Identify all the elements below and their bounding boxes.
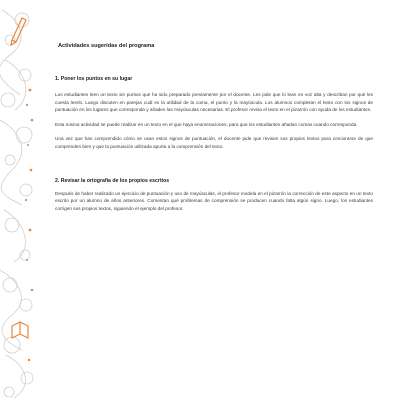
document-body — [55, 42, 373, 212]
page-title: Actividades sugeridas del programa — [58, 43, 155, 49]
decorative-sidebar — [0, 0, 40, 400]
paragraph: Una vez que han comprendido cómo se usan estos signos de puntuación, el docente pide que revisen sus propios textos para cerciorarse de que comprenden bien y que la puntuación utilizada aporta a la comprensión del texto. — [55, 136, 373, 149]
pencil-icon — [11, 18, 26, 45]
paragraph: Después de haber realizado un ejercicio de puntuación y uso de mayúsculas, el profesor modela en el pizarrón la corrección de este aspecto en un texto escrito por un alumno de años anteriores. Comentan qué problemas de comprensión se producen cuando falta algún signo. Luego, los estudiantes corrigen sus propios textos, siguiendo el ejemplo del profesor. — [55, 190, 373, 211]
section-heading: 1. Poner los puntos en su lugar — [55, 76, 133, 82]
book-icon — [12, 322, 28, 338]
paragraph: Esta misma actividad se puede realizar en un texto en el que haya enumeraciones, para que los estudiantes añadan comas cuando corresponda. — [55, 121, 358, 127]
paragraph: Los estudiantes leen un texto sin puntos que ha sido preparado previamente por el docente. Les pide que lo lean en voz alta y describan por qué les cuesta leerlo. Luego discuten en parejas cuál es la utilidad de la coma, el punto y la mayúscula. Los alumnos completan el texto con los signos de puntuación en los lugares que corresponda y añaden las mayúsculas necesarias. El profesor revisa el texto en el pizarrón con ayuda de los estudiantes. — [55, 92, 373, 113]
section-heading: 2. Revisar la ortografía de los propios escritos — [55, 177, 170, 184]
